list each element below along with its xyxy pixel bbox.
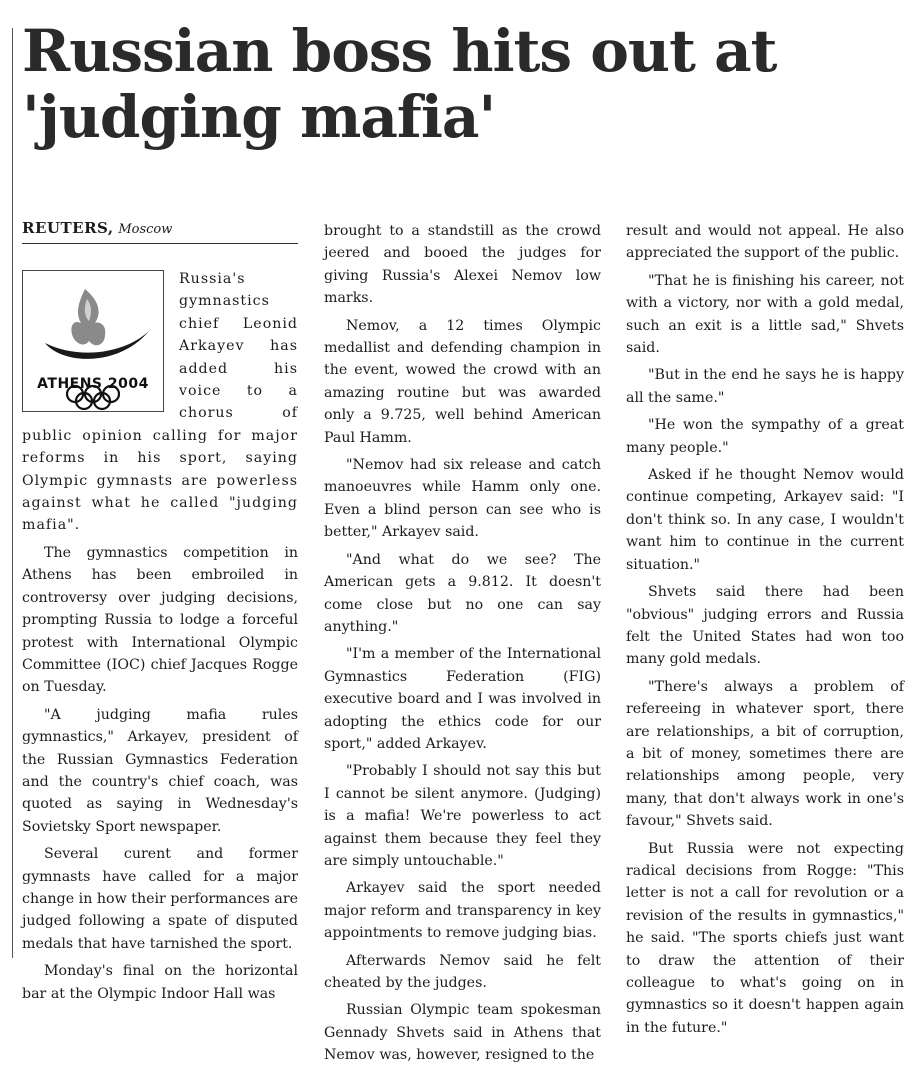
paragraph: "A judging mafia rules gymnastics," Arkayev, president of the Russian Gymnastics Federation and the country's chief coach, was quoted as saying in Wednesday's Sovietsky Sport newspaper. — [22, 706, 298, 835]
paragraph: "He won the sympathy of a great many people." — [626, 417, 904, 456]
headline: Russian boss hits out at 'judging mafia' — [22, 17, 777, 151]
paragraph: Arkayev said the sport needed major reform and transparency in key appointments to remove judging bias. — [324, 880, 601, 942]
paragraph: Monday's final on the horizontal bar at the Olympic Indoor Hall was — [22, 963, 298, 1002]
byline-location: Moscow — [118, 222, 173, 237]
paragraph: result and would not appeal. He also appreciated the support of the public. — [626, 223, 904, 262]
article-column-3 — [626, 220, 904, 1044]
byline-agency: REUTERS, — [22, 219, 114, 237]
paragraph: "I'm a member of the International Gymnastics Federation (FIG) executive board and I was involved in adopting the ethics code for our sport," added Arkayev. — [324, 646, 601, 752]
paragraph: "But in the end he says he is happy all the same." — [626, 367, 904, 406]
paragraph: Russian Olympic team spokesman Gennady Shvets said in Athens that Nemov was, however, resigned to the — [324, 1002, 601, 1064]
paragraph: Russia's gymnastics chief Leonid Arkayev has added his voice to a chorus of public opinion calling for major reforms in his sport, saying Olympic gymnasts are powerless against what he called "judging mafia". — [22, 271, 298, 534]
paragraph: Nemov, a 12 times Olympic medallist and defending champion in the event, wowed the crowd with an amazing routine but was awarded only a 9.725, well behind American Paul Hamm. — [324, 317, 601, 446]
paragraph: But Russia were not expecting radical decisions from Rogge: "This letter is not a call for revolution or a revision of the results in gymnastics," he said. "The sports chiefs just want to draw the attention of their colleague to what's going on in gymnastics so it doesn't happen again in the future." — [626, 840, 904, 1036]
paragraph: Shvets said there had been "obvious" judging errors and Russia felt the United States had won too many gold medals. — [626, 584, 904, 668]
paragraph: "Nemov had six release and catch manoeuvres while Hamm only one. Even a blind person can see who is better," Arkayev said. — [324, 457, 601, 541]
logo-frame — [22, 270, 164, 412]
column-rule — [12, 28, 13, 958]
paragraph: "Probably I should not say this but I cannot be silent anymore. (Judging) is a mafia! We're powerless to act against them because they feel they are simply untouchable." — [324, 763, 601, 869]
paragraph: Asked if he thought Nemov would continue competing, Arkayev said: "I don't think so. In any case, I wouldn't want him to continue in the current situation." — [626, 467, 904, 573]
logo-caption: ATHENS 2004 — [37, 376, 149, 392]
paragraph: The gymnastics competition in Athens has been embroiled in controversy over judging decisions, prompting Russia to lodge a forceful protest with International Olympic Committee (IOC) chief Jacques Rogge on Tuesday. — [22, 544, 298, 696]
paragraph: "And what do we see? The American gets a 9.812. It doesn't come close but no one can say anything." — [324, 551, 601, 635]
athens-2004-logo — [22, 270, 167, 410]
byline — [22, 218, 298, 244]
paragraph: brought to a standstill as the crowd jeered and booed the judges for giving Russia's Alexei Nemov low marks. — [324, 223, 601, 307]
article-column-1 — [22, 218, 298, 1010]
paragraph: "That he is finishing his career, not with a victory, nor with a gold medal, such an exit is a little sad," Shvets said. — [626, 272, 904, 357]
paragraph: Afterwards Nemov said he felt cheated by the judges. — [324, 952, 601, 991]
paragraph: "There's always a problem of refereeing in whatever sport, there are relationships, a bit of corruption, a bit of money, sometimes there are relationships among people, very many, that don't always work in one's favour," Shvets said. — [626, 678, 904, 830]
paragraph: Several curent and former gymnasts have called for a major change in how their performances are judged following a spate of disputed medals that have tarnished the sport. — [22, 846, 298, 952]
article-column-2 — [324, 220, 601, 1072]
